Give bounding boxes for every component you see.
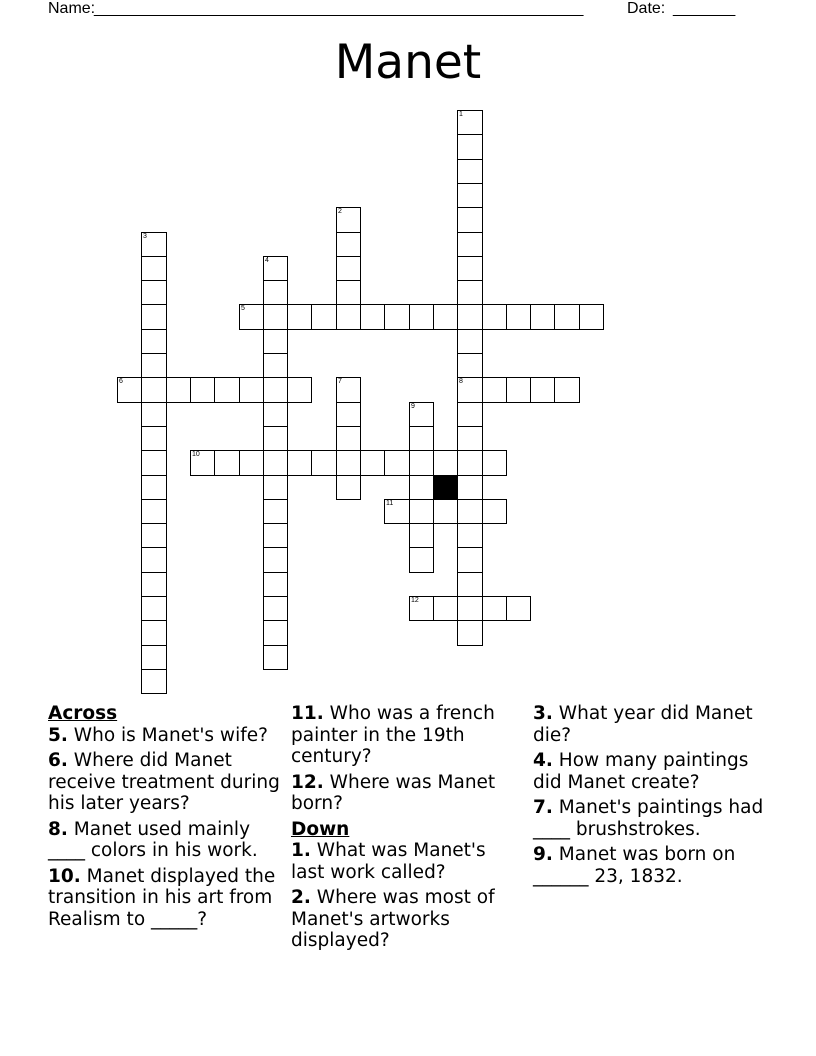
clue-across-12: 12. Where was Manet born?	[291, 771, 496, 814]
grid-cell[interactable]	[336, 377, 361, 403]
grid-cell[interactable]	[457, 134, 483, 160]
grid-cell[interactable]	[190, 450, 215, 476]
date-blank[interactable]: _______	[673, 0, 736, 17]
black-square	[433, 475, 458, 500]
grid-cell[interactable]	[214, 377, 240, 403]
clue-number: 10	[192, 451, 200, 458]
grid-cell[interactable]	[579, 304, 604, 330]
grid-cell[interactable]	[311, 450, 337, 476]
grid-cell[interactable]	[263, 475, 288, 500]
clue-number: 9	[411, 403, 415, 410]
grid-cell[interactable]	[457, 207, 483, 233]
clues-column-3	[533, 703, 773, 891]
grid-cell[interactable]	[457, 110, 483, 135]
clue-number: 7	[338, 378, 342, 385]
down-heading: Down	[291, 818, 350, 840]
clue-number: 11	[386, 500, 394, 507]
grid-cell[interactable]	[336, 426, 361, 451]
grid-cell[interactable]	[457, 426, 483, 451]
grid-cell[interactable]	[457, 280, 483, 305]
grid-cell[interactable]	[457, 377, 483, 403]
grid-cell[interactable]	[141, 256, 167, 281]
grid-cell[interactable]	[482, 304, 507, 330]
grid-cell[interactable]	[530, 304, 555, 330]
grid-cell[interactable]	[360, 304, 385, 330]
grid-cell[interactable]	[433, 499, 458, 524]
grid-cell[interactable]	[141, 645, 167, 670]
grid-cell[interactable]	[482, 450, 507, 476]
grid-cell[interactable]	[287, 450, 312, 476]
grid-cell[interactable]	[336, 304, 361, 330]
clue-across-11: 11. Who was a french painter in the 19th century?	[291, 703, 495, 767]
clue-down-9: 9. Manet was born on ______ 23, 1832.	[533, 844, 736, 887]
name-blank[interactable]: _______________________________________________________	[94, 0, 584, 17]
grid-cell[interactable]	[457, 256, 483, 281]
grid-cell[interactable]	[166, 377, 191, 403]
grid-cell[interactable]	[409, 402, 434, 427]
grid-cell[interactable]	[141, 596, 167, 621]
clue-down-1: 1. What was Manet's last work called?	[291, 840, 486, 883]
grid-cell[interactable]	[457, 475, 483, 500]
grid-cell[interactable]	[409, 475, 434, 500]
grid-cell[interactable]	[457, 402, 483, 427]
clue-number: 3	[143, 233, 147, 240]
grid-cell[interactable]	[384, 450, 410, 476]
grid-cell[interactable]	[457, 232, 483, 257]
grid-cell[interactable]	[433, 596, 458, 621]
grid-cell[interactable]	[409, 304, 434, 330]
grid-cell[interactable]	[457, 499, 483, 524]
grid-cell[interactable]	[263, 402, 288, 427]
clue-down-7: 7. Manet's paintings had ____ brushstrokes.	[533, 797, 764, 840]
grid-cell[interactable]	[141, 523, 167, 548]
grid-cell[interactable]	[409, 426, 434, 451]
clue-across-10: 10. Manet displayed the transition in his art from Realism to _____?	[48, 865, 276, 930]
clue-number: 6	[119, 378, 123, 385]
grid-cell[interactable]	[433, 304, 458, 330]
grid-cell[interactable]	[336, 280, 361, 305]
grid-cell[interactable]	[263, 450, 288, 476]
grid-cell[interactable]	[263, 280, 288, 305]
grid-cell[interactable]	[141, 572, 167, 597]
grid-cell[interactable]	[482, 377, 507, 403]
grid-cell[interactable]	[141, 353, 167, 378]
grid-cell[interactable]	[384, 304, 410, 330]
grid-cell[interactable]	[384, 499, 410, 524]
grid-cell[interactable]	[141, 304, 167, 330]
grid-cell[interactable]	[239, 377, 264, 403]
date-label: Date:	[627, 0, 666, 17]
clues-column-1	[48, 703, 284, 934]
grid-cell[interactable]	[506, 304, 531, 330]
grid-cell[interactable]	[239, 304, 264, 330]
grid-cell[interactable]	[263, 499, 288, 524]
grid-cell[interactable]	[263, 645, 288, 670]
grid-cell[interactable]	[457, 547, 483, 573]
grid-cell[interactable]	[409, 596, 434, 621]
grid-cell[interactable]	[263, 523, 288, 548]
grid-cell[interactable]	[263, 572, 288, 597]
grid-cell[interactable]	[554, 377, 580, 403]
grid-cell[interactable]	[336, 207, 361, 233]
grid-cell[interactable]	[554, 304, 580, 330]
clue-number: 2	[338, 208, 342, 215]
grid-cell[interactable]	[141, 426, 167, 451]
grid-cell[interactable]	[360, 450, 385, 476]
grid-cell[interactable]	[141, 475, 167, 500]
grid-cell[interactable]	[190, 377, 215, 403]
grid-cell[interactable]	[263, 329, 288, 354]
grid-cell[interactable]	[457, 353, 483, 378]
grid-cell[interactable]	[263, 256, 288, 281]
grid-cell[interactable]	[409, 547, 434, 573]
grid-cell[interactable]	[141, 232, 167, 257]
clue-number: 4	[265, 257, 269, 264]
grid-cell[interactable]	[263, 620, 288, 646]
clue-number: 8	[459, 378, 463, 385]
grid-cell[interactable]	[530, 377, 555, 403]
grid-cell[interactable]	[457, 523, 483, 548]
grid-cell[interactable]	[482, 499, 507, 524]
clue-across-8: 8. Manet used mainly ____ colors in his work.	[48, 818, 258, 861]
grid-cell[interactable]	[336, 450, 361, 476]
grid-cell[interactable]	[141, 499, 167, 524]
grid-cell[interactable]	[141, 329, 167, 354]
grid-cell[interactable]	[214, 450, 240, 476]
grid-cell[interactable]	[336, 475, 361, 500]
grid-cell[interactable]	[287, 377, 312, 403]
grid-cell[interactable]	[336, 232, 361, 257]
grid-cell[interactable]	[457, 159, 483, 184]
grid-cell[interactable]	[287, 304, 312, 330]
name-label: Name:	[48, 0, 96, 17]
grid-cell[interactable]	[457, 450, 483, 476]
grid-cell[interactable]	[409, 523, 434, 548]
grid-cell[interactable]	[482, 596, 507, 621]
grid-cell[interactable]	[263, 377, 288, 403]
clues-column-2	[291, 703, 523, 956]
grid-cell[interactable]	[141, 620, 167, 646]
clue-down-4: 4. How many paintings did Manet create?	[533, 750, 749, 793]
grid-cell[interactable]	[141, 402, 167, 427]
grid-cell[interactable]	[263, 547, 288, 573]
clue-number: 5	[241, 305, 245, 312]
across-heading: Across	[48, 703, 118, 724]
clue-down-3: 3. What year did Manet die?	[533, 703, 753, 746]
grid-cell[interactable]	[311, 304, 337, 330]
grid-cell[interactable]	[263, 304, 288, 330]
grid-cell[interactable]	[457, 183, 483, 208]
grid-cell[interactable]	[336, 402, 361, 427]
grid-cell[interactable]	[117, 377, 142, 403]
grid-cell[interactable]	[457, 572, 483, 597]
clue-across-6: 6. Where did Manet receive treatment during his later years?	[48, 750, 280, 814]
grid-cell[interactable]	[263, 353, 288, 378]
grid-cell[interactable]	[263, 426, 288, 451]
grid-cell[interactable]	[141, 377, 167, 403]
clue-number: 12	[411, 597, 419, 604]
grid-cell[interactable]	[457, 620, 483, 646]
grid-cell[interactable]	[409, 499, 434, 524]
grid-cell[interactable]	[409, 450, 434, 476]
grid-cell[interactable]	[141, 280, 167, 305]
grid-cell[interactable]	[239, 450, 264, 476]
grid-cell[interactable]	[336, 256, 361, 281]
clue-number: 1	[459, 111, 463, 118]
grid-cell[interactable]	[141, 547, 167, 573]
grid-cell[interactable]	[433, 450, 458, 476]
grid-cell[interactable]	[263, 596, 288, 621]
grid-cell[interactable]	[457, 596, 483, 621]
grid-cell[interactable]	[506, 377, 531, 403]
grid-cell[interactable]	[141, 450, 167, 476]
grid-cell[interactable]	[506, 596, 531, 621]
grid-cell[interactable]	[457, 329, 483, 354]
clue-down-2: 2. Where was most of Manet's artworks displayed?	[291, 887, 495, 951]
clue-across-5: 5. Who is Manet's wife?	[48, 724, 268, 746]
grid-cell[interactable]	[141, 669, 167, 694]
grid-cell[interactable]	[457, 304, 483, 330]
puzzle-title: Manet	[334, 35, 482, 90]
